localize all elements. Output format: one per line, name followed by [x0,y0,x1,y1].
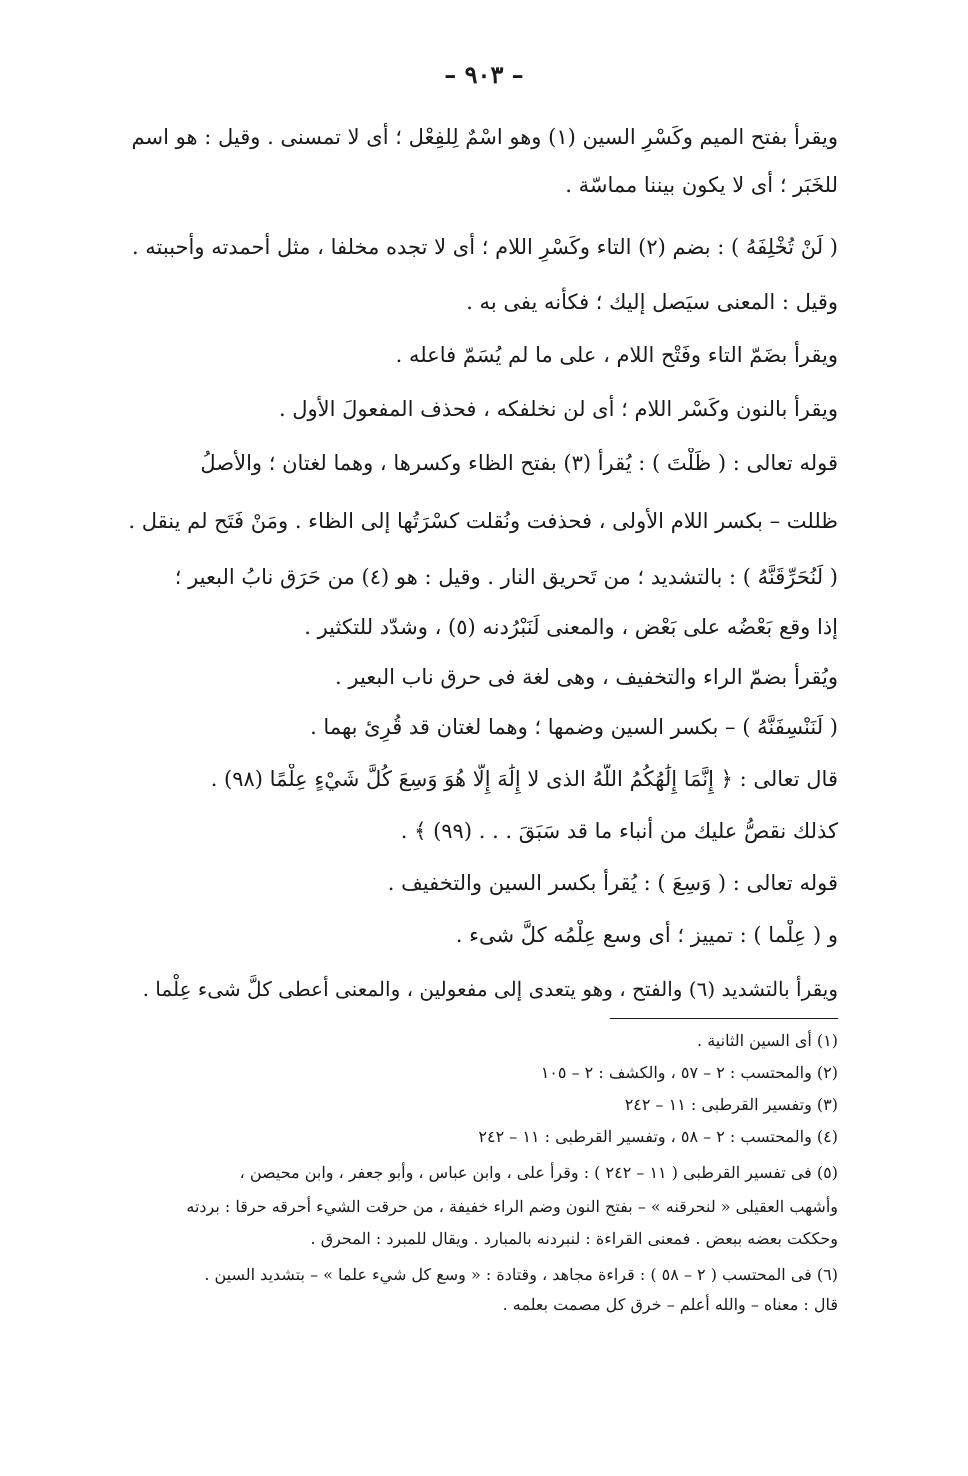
body-line: و ( عِلْما ) : تمييز ؛ أى وسع عِلْمُه كلَّ شىء . [455,923,838,947]
page-number: – ٩٠٣ – [444,60,524,89]
body-line: ويقرأ بضَمّ التاء وفَتْح اللام ، على ما لم يُسَمّ فاعله . [395,343,838,367]
body-line: قوله تعالى : ( وَسِعَ ) : يُقرأ بكسر السين والتخفيف . [387,871,838,895]
footnote-line: (٦) فى المحتسب ( ٢ – ٥٨ ) : قراءة مجاهد ، وقتادة : « وسع كل شيء علما » – بتشديد السين . [204,1265,838,1284]
body-line: إذا وقع بَعْضُه على بَعْض ، والمعنى لَنَبْرُدنه (٥) ، وشدّد للتكثير . [304,615,838,639]
body-line: كذلك نقصُّ عليك من أنباء ما قد سَبَقَ . . . (٩٩) ﴾ . [400,819,838,843]
footnote-line: (٤) والمحتسب : ٢ – ٥٨ ، وتفسير القرطبى : ١١ – ٢٤٢ [478,1127,838,1146]
body-line: للخَبَر ؛ أى لا يكون بيننا مماسّة . [565,173,838,197]
footnote-line: (٢) والمحتسب : ٢ – ٥٧ ، والكشف : ٢ – ١٠٥ [540,1063,838,1082]
body-line: ويقرأ بالنون وكَسْر اللام ؛ أى لن نخلفكه ، فحذف المفعولَ الأول . [278,397,838,421]
footnote-line: قال : معناه – والله أعلم – خرق كل مصمت بعلمه . [502,1295,838,1314]
footnote-line: وحككت بعضه ببعض . فمعنى القراءة : لنبردنه بالمبارد . ويقال للمبرد : المحرق . [310,1229,838,1248]
body-line: ظللت – بكسر اللام الأولى ، فحذفت ونُقلت كسْرَتُها إلى الظاء . ومَنْ فَتَح لم ينقل . [128,509,838,533]
footnote-line: (١) أى السين الثانية . [697,1031,838,1050]
body-line: ويقرأ بالتشديد (٦) والفتح ، وهو يتعدى إلى مفعولين ، والمعنى أعطى كلَّ شىء عِلْما . [142,977,838,1001]
footnote-line: (٥) فى تفسير القرطبى ( ١١ – ٢٤٢ ) : وقرأ على ، وابن عباس ، وأبو جعفر ، وابن محيصن ، [239,1163,838,1182]
footnote-divider [610,1018,838,1019]
body-line: ويُقرأ بضمّ الراء والتخفيف ، وهى لغة فى حرق ناب البعير . [335,665,838,689]
body-line: قال تعالى : ﴿ إِنَّمَا إِلَٰهُكُمُ اللَّهُ الذى لا إِلَٰهَ إِلَّا هُوَ وَسِعَ كُلَّ شَيْءٍ عِلْمًا (٩٨) . [210,767,838,791]
footnote-line: (٣) وتفسير القرطبى : ١١ – ٢٤٢ [624,1095,838,1114]
body-line: ويقرأ بفتح الميم وكَسْرِ السين (١) وهو اسْمٌ لِلفِعْل ؛ أى لا تمسنى . وقيل : هو اسم [131,125,838,149]
footnote-line: وأشهب العقيلى « لنحرقنه » – بفتح النون وضم الراء خفيفة ، من حرقت الشيء أحرقه حرقا : بردته [186,1197,838,1216]
body-line: ( لَنَنْسِفَنَّهُ ) – بكسر السين وضمها ؛ وهما لغتان قد قُرِئ بهما . [310,715,838,739]
body-line: قوله تعالى : ( ظَلْتَ ) : يُقرأ (٣) بفتح الظاء وكسرها ، وهما لغتان ؛ والأصلُ [200,451,838,475]
body-line: ( لَنْ تُخْلِفَهُ ) : بضم (٢) التاء وكَسْرِ اللام ؛ أى لا تجده مخلفا ، مثل أحمدته وأحببته . [131,235,838,259]
body-line: ( لَنُحَرِّقَنَّهُ ) : بالتشديد ؛ من تَحريق النار . وقيل : هو (٤) من حَرَق نابُ البعير ؛ [174,565,838,589]
body-line: وقيل : المعنى سيَصل إليك ؛ فكأنه يفى به . [466,290,838,314]
